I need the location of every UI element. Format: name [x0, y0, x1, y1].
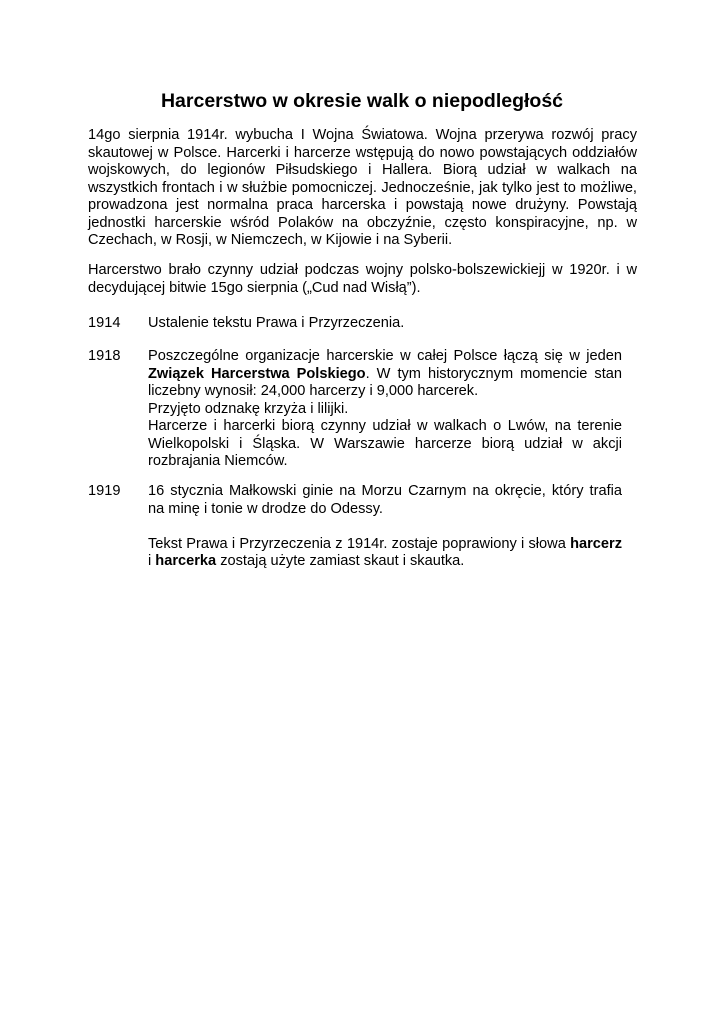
- text-fragment: Tekst Prawa i Przyrzeczenia z 1914r. zostaje poprawiony i słowa: [148, 535, 571, 552]
- war-paragraph: Harcerstwo brało czynny udział podczas wojny polsko-bolszewickiejj w 1920r. i w decydującej bitwie 15go sierpnia („Cud nad Wisłą”).: [88, 262, 637, 296]
- entry-line: Harcerze i harcerki biorą czynny udział w walkach o Lwów, na terenie Wielkopolski i Śląska. W Warszawie harcerze biorą udział w akcji rozbrajania Niemców.: [148, 418, 622, 469]
- entry-line: Przyjęto odznakę krzyża i lilijki.: [148, 400, 349, 417]
- text-fragment: i: [148, 553, 156, 569]
- entry-line: Ustalenie tekstu Prawa i Przyrzeczenia.: [148, 315, 405, 331]
- text-fragment: zostają użyte zamiast skaut i skautka.: [216, 553, 465, 569]
- page-title: Harcerstwo w okresie walk o niepodległość: [160, 90, 564, 112]
- entry-year: 1918: [88, 348, 121, 364]
- term-harcerka: harcerka: [155, 553, 217, 569]
- paragraph-gap: [148, 518, 622, 536]
- organization-name: Związek Harcerstwa Polskiego: [148, 365, 366, 382]
- entry-line: [148, 536, 622, 571]
- entry-line: 16 stycznia Małkowski ginie na Morzu Czarnym na okręcie, który trafia na minę i tonie w drodze do Odessy.: [148, 483, 622, 517]
- term-harcerz: harcerz: [570, 535, 622, 552]
- entry-year: 1914: [88, 315, 121, 331]
- entry-text: [148, 483, 622, 571]
- entry-text: [148, 348, 622, 471]
- entry-text: [148, 315, 622, 333]
- text-fragment: Poszczególne organizacje harcerskie w całej Polsce łączą się w jeden: [148, 348, 622, 364]
- entry-year: 1919: [88, 483, 121, 499]
- entry-line: [148, 348, 622, 401]
- text-fragment: . W tym historycznym momencie stan liczebny wynosił: 24,000 harcerzy i 9,000 harcerek.: [148, 365, 623, 399]
- intro-paragraph: 14go sierpnia 1914r. wybucha I Wojna Światowa. Wojna przerywa rozwój pracy skautowej w Polsce. Harcerki i harcerze wstępują do nowo powstających oddziałów wojskowych, do legionów Piłsudskiego i Hallera. Biorą udział w walkach na wszystkich frontach i w służbie pomocniczej. Jednocześnie, jak tylko jest to możliwe, prowadzona jest normalna praca harcerska i powstają nowe drużyny. Powstają jednostki harcerskie wśród Polaków na obczyźnie, często konspiracyjne, np. w Czechach, w Rosji, w Niemczech, w Kijowie i na Syberii.: [88, 127, 637, 248]
